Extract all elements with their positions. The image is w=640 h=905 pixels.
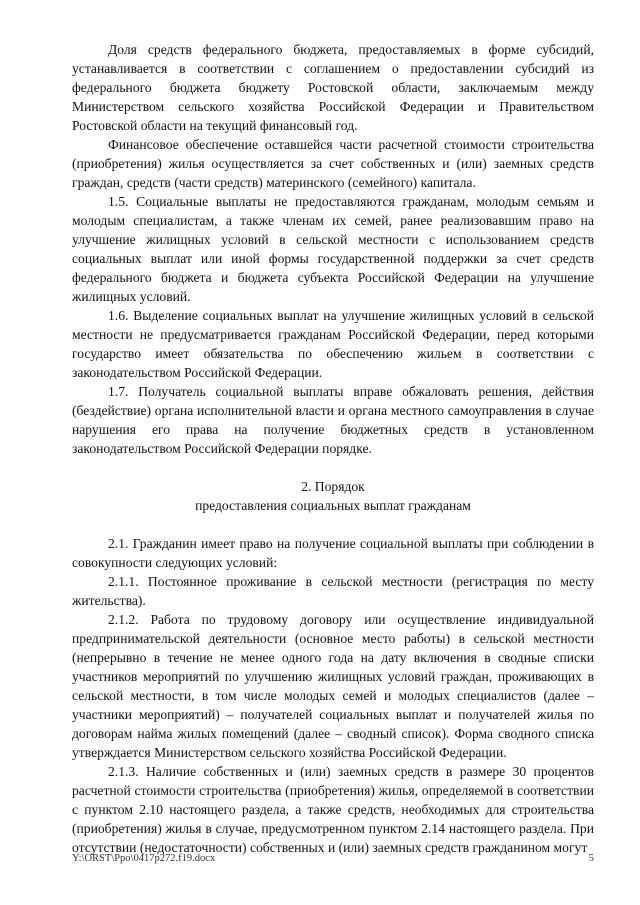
paragraph-2-1-3: 2.1.3. Наличие собственных и (или) заемных средств в размере 30 процентов расчетной стоимости строительства (приобретения) жилья, определяемой в соответствии с пунктом 2.10 настоящего раздела, а также средств, необходимых для строительства (приобретения) жилья в случае, предусмотренном пунктом 2.14 настоящего раздела. При отсутствии (недостаточности) собственных и (или) заемных средств гражданином могут (72, 764, 594, 855)
document-body (72, 40, 594, 857)
paragraph-1-5: 1.5. Социальные выплаты не предоставляются гражданам, молодым семьям и молодым специалистам, а также членам их семей, ранее реализовавшим право на улучшение жилищных условий в сельской местности с использованием средств социальных выплат или иной формы государственной поддержки за счет средств федерального бюджета и бюджета субъекта Российской Федерации на улучшение жилищных условий. (72, 194, 594, 304)
paragraph-1-6: 1.6. Выделение социальных выплат на улучшение жилищных условий в сельской местности не предусматривается гражданам Российской Федерации, перед которыми государство имеет обязательства по обеспечению жильем в соответствии с законодательством Российской Федерации. (72, 308, 594, 380)
section-heading-subtitle: предоставления социальных выплат гражданам (195, 498, 471, 513)
file-path: Y:\ORST\Ppo\0417p272.f19.docx (72, 853, 216, 864)
paragraph-2-1-2: 2.1.2. Работа по трудовому договору или осуществление индивидуальной предпринимательской деятельности (основное место работы) в сельской местности (непрерывно в течение не менее одного года на дату включения в сводные списки участников мероприятий по улучшению жилищных условий граждан, проживающих в сельской местности, в том числе молодых семей и молодых специалистов (далее – участники мероприятий) – получателей социальных выплат и получателей жилья по договорам найма жилых помещений (далее – сводный список). Форма сводного списка утверждается Министерством сельского хозяйства Российской Федерации. (72, 612, 594, 760)
paragraph-1-7: 1.7. Получатель социальной выплаты вправе обжаловать решения, действия (бездействие) органа исполнительной власти и органа местного самоуправления в случае нарушения его права на получение бюджетных средств в установленном законодательством Российской Федерации порядке. (72, 384, 594, 456)
paragraph-financing: Финансовое обеспечение оставшейся части расчетной стоимости строительства (приобретения) жилья осуществляется за счет собственных и (или) заемных средств граждан, средств (части средств) материнского (семейного) капитала. (72, 137, 594, 190)
section-heading-number: 2. Порядок (301, 479, 365, 494)
page-number: 5 (588, 853, 594, 864)
paragraph-2-1: 2.1. Гражданин имеет право на получение социальной выплаты при соблюдении в совокупности следующих условий: (72, 536, 594, 570)
paragraph-federal-share: Доля средств федерального бюджета, предоставляемых в форме субсидий, устанавливается в соответствии с соглашением о предоставлении субсидий из федерального бюджета бюджету Ростовской области, заключаемым между Министерством сельского хозяйства Российской Федерации и Правительством Ростовской области на текущий финансовый год. (72, 42, 594, 133)
paragraph-2-1-1: 2.1.1. Постоянное проживание в сельской местности (регистрация по месту жительства). (72, 574, 594, 608)
